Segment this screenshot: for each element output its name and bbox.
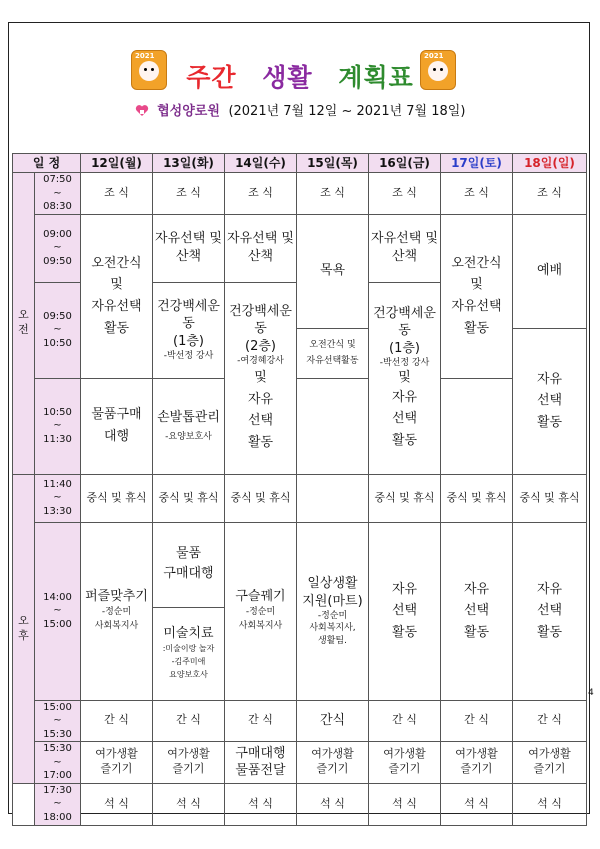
period-blank [13, 783, 35, 825]
header-row [13, 154, 587, 173]
col-fri: 16일(금) [369, 154, 441, 173]
cell-wed-lunch: 중식 및 휴식 [225, 474, 297, 522]
cell-mon-puzzle: 퍼즐맞추기 -정순미 사회복지사 [81, 522, 153, 700]
tue-goods-line2: 구매대행 [163, 565, 214, 581]
org-name: 협성양로원 [157, 104, 220, 119]
heart-home-icon [135, 104, 149, 117]
tue-goods-line1: 물품 [175, 545, 202, 561]
cell-wed-snack: 간 식 [225, 700, 297, 742]
mascot-tag: 2021 [424, 52, 444, 60]
cell-tue-free-walk: 자유선택 및 산책 [153, 214, 225, 282]
page-title [0, 58, 600, 94]
time-0900: 09:00 ~ 09:50 [35, 214, 81, 282]
cell-wed-beads: 구슬꿰기 -정순미 사회복지사 [225, 522, 297, 700]
cell-mon-dinner: 석 식 [81, 783, 153, 825]
cell-tue-lunch: 중식 및 휴식 [153, 474, 225, 522]
cell-tue-pm [153, 522, 225, 700]
org-line [0, 100, 600, 119]
cell-tue-exercise: 건강백세운동 (1층) -박선정 강사 [153, 282, 225, 378]
cell-tue-goods-purchase: 물품구매 대행 [81, 378, 153, 474]
document-header [0, 0, 600, 150]
page-number: 4 [588, 688, 594, 698]
cell-thu-leisure: 여가생활 즐기기 [297, 742, 369, 784]
col-wed: 14일(수) [225, 154, 297, 173]
cell-wed-breakfast: 조 식 [225, 173, 297, 215]
col-sat: 17일(토) [441, 154, 513, 173]
cell-fri-free-activity: 자유 선택 활동 [369, 522, 441, 700]
cell-thu-breakfast: 조 식 [297, 173, 369, 215]
cell-wed-dinner: 석 식 [225, 783, 297, 825]
cell-sun-breakfast: 조 식 [513, 173, 587, 215]
cell-mon-breakfast: 조 식 [81, 173, 153, 215]
row-0900 [13, 214, 587, 282]
cell-tue-breakfast: 조 식 [153, 173, 225, 215]
time-0750: 07:50 ~ 08:30 [35, 173, 81, 215]
row-1140 [13, 474, 587, 522]
cell-thu-dinner: 석 식 [297, 783, 369, 825]
cell-thu-daily-life: 일상생활 지원(마트) -정순미 사회복지사, 생활팀. [297, 522, 369, 700]
schedule-table [12, 153, 587, 826]
cell-tue-leisure: 여가생활 즐기기 [153, 742, 225, 784]
art-therapy-title: 미술치료 [163, 625, 214, 641]
period-am: 오 전 [13, 173, 35, 475]
time-1500: 15:00 ~ 15:30 [35, 700, 81, 742]
row-1400 [13, 522, 587, 700]
cell-tue-dinner: 석 식 [153, 783, 225, 825]
cell-thu-snack-pm: 간식 [297, 700, 369, 742]
cell-sat-am-activity: 오전간식 및 자유선택 활동 [441, 214, 513, 378]
cell-thu-lunch-empty [297, 474, 369, 522]
mascot-tag: 2021 [135, 52, 155, 60]
row-1050 [13, 378, 587, 474]
cell-mon-am-activity: 오전간식 및 자유선택 활동 [81, 214, 153, 378]
cell-sat-snack: 간 식 [441, 700, 513, 742]
cell-wed-exercise: 건강백세운동 (2층) -여경혜강사 및 자유 선택 활동 [225, 282, 297, 474]
col-tue: 13일(화) [153, 154, 225, 173]
cell-sun-leisure: 여가생활 즐기기 [513, 742, 587, 784]
cell-sun-dinner: 석 식 [513, 783, 587, 825]
cell-sun-lunch: 중식 및 휴식 [513, 474, 587, 522]
cell-fri-dinner: 석 식 [369, 783, 441, 825]
cell-sun-pm-free-activity: 자유 선택 활동 [513, 522, 587, 700]
time-1400: 14:00 ~ 15:00 [35, 522, 81, 700]
col-schedule: 일 정 [13, 154, 81, 173]
art-therapy-teacher: -김주미애 [171, 656, 206, 666]
row-0750 [13, 173, 587, 215]
cell-sat-lunch: 중식 및 휴식 [441, 474, 513, 522]
cell-thu-snack: 오전간식 및 자유선택활동 [297, 328, 369, 378]
cell-mon-lunch: 중식 및 휴식 [81, 474, 153, 522]
cell-fri-exercise: 건강백세운동 (1층) -박선정 강사 및 자유 선택 활동 [369, 282, 441, 474]
title-word-1: 주간 [186, 63, 237, 92]
art-therapy-role: 요양보호사 [169, 669, 208, 679]
cell-sat-leisure: 여가생활 즐기기 [441, 742, 513, 784]
time-1730: 17:30 ~ 18:00 [35, 783, 81, 825]
cell-tue-snack: 간 식 [153, 700, 225, 742]
col-thu: 15일(목) [297, 154, 369, 173]
cell-fri-snack: 간 식 [369, 700, 441, 742]
cell-fri-breakfast: 조 식 [369, 173, 441, 215]
time-1140: 11:40 ~ 13:30 [35, 474, 81, 522]
row-1530 [13, 742, 587, 784]
cell-sat-free-activity: 자유 선택 활동 [441, 522, 513, 700]
cell-thu-hand-care: 손발톱관리 -요양보호사 [153, 378, 225, 474]
cell-mon-snack: 간 식 [81, 700, 153, 742]
cell-thu-bath: 목욕 [297, 214, 369, 328]
cell-sun-free-activity: 자유 선택 활동 [513, 328, 587, 474]
cell-fri-lunch: 중식 및 휴식 [369, 474, 441, 522]
cell-wed-free-walk: 자유선택 및 산책 [225, 214, 297, 282]
row-1730 [13, 783, 587, 825]
cell-sat-breakfast: 조 식 [441, 173, 513, 215]
title-word-2: 생활 [262, 63, 313, 92]
col-mon: 12일(월) [81, 154, 153, 173]
cell-fri-free-walk: 자유선택 및 산책 [369, 214, 441, 282]
time-1530: 15:30 ~ 17:00 [35, 742, 81, 784]
time-1050: 10:50 ~ 11:30 [35, 378, 81, 474]
col-sun: 18일(일) [513, 154, 587, 173]
cell-fri-leisure: 여가생활 즐기기 [369, 742, 441, 784]
row-1500 [13, 700, 587, 742]
cell-sun-snack: 간 식 [513, 700, 587, 742]
art-therapy-subtitle: :미술이랑 놀자 [162, 644, 215, 654]
title-word-3: 계획표 [338, 63, 414, 92]
cell-mon-leisure: 여가생활 즐기기 [81, 742, 153, 784]
cell-sun-worship: 예배 [513, 214, 587, 328]
period-pm: 오 후 [13, 474, 35, 783]
cell-wed-delivery: 구매대행 물품전달 [225, 742, 297, 784]
date-range: (2021년 7월 12일 ~ 2021년 7월 18일) [228, 104, 466, 119]
cell-sat-dinner: 석 식 [441, 783, 513, 825]
time-0950: 09:50 ~ 10:50 [35, 282, 81, 378]
